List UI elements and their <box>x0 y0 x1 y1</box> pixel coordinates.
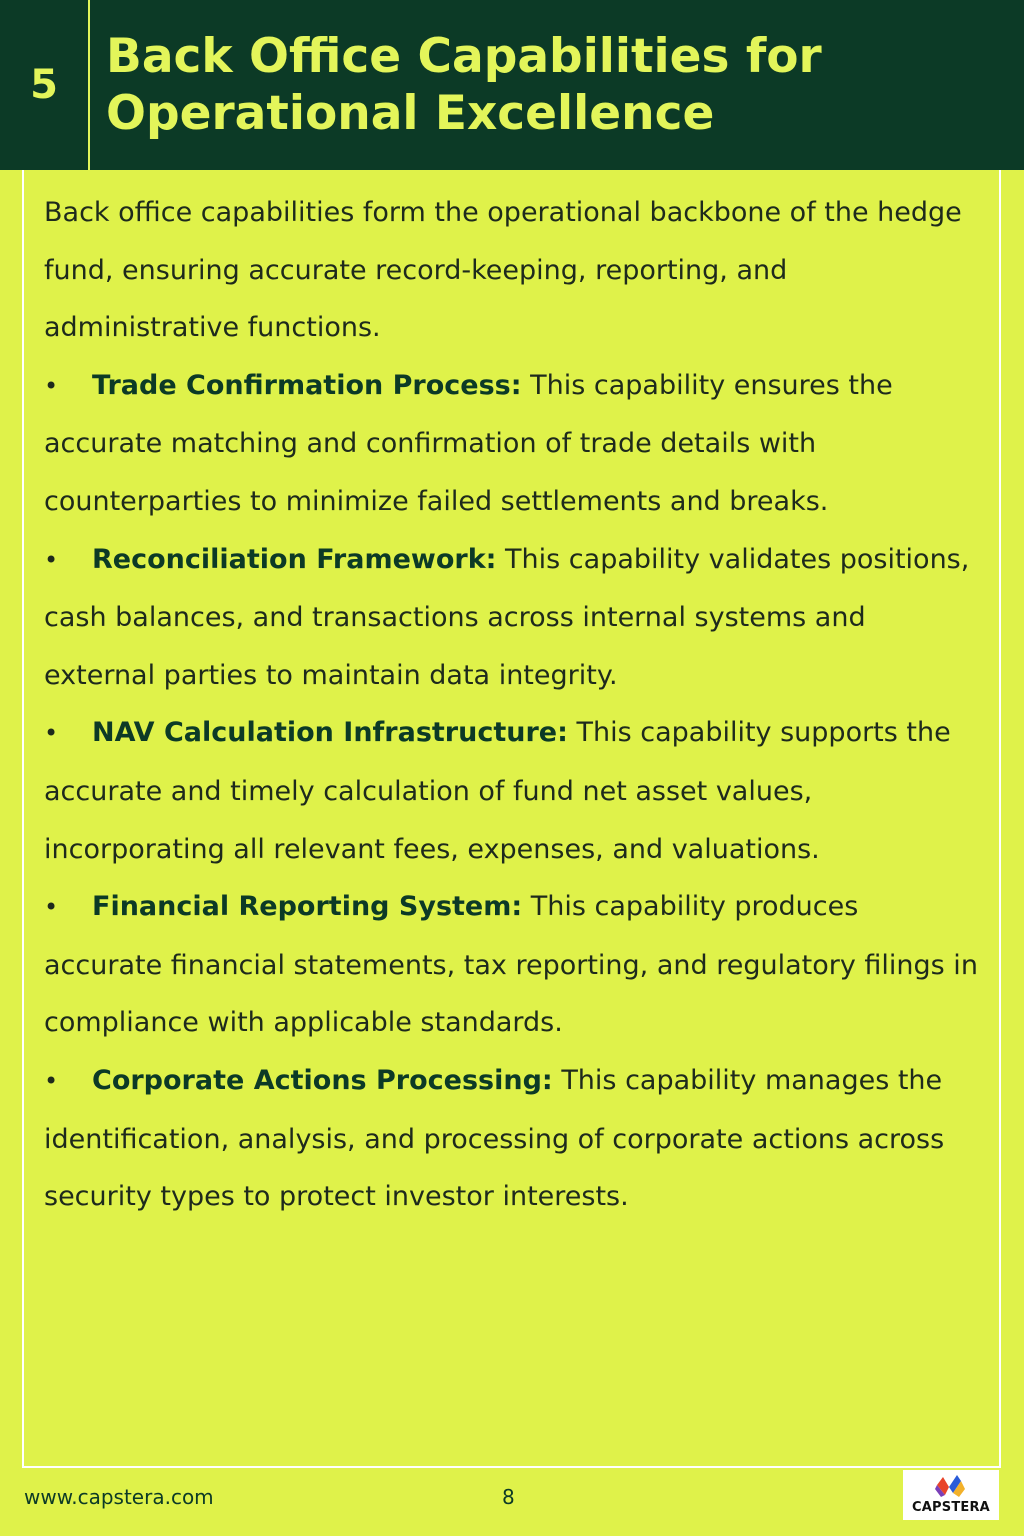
bullet-dot: • <box>44 1066 59 1095</box>
section-number: 5 <box>30 62 58 108</box>
bullet-item-financial-reporting <box>44 878 984 1052</box>
bullet-dot: • <box>44 893 59 922</box>
bullet-dot: • <box>44 719 59 748</box>
bullet-dot: • <box>44 545 59 574</box>
capstera-logo-text: CAPSTERA <box>912 1500 990 1515</box>
bullet-item-trade-confirmation <box>44 357 984 531</box>
page-title: Back Office Capabilities for Operational Excellence <box>106 29 822 141</box>
bullet-text: This capability produces accurate financial statements, tax reporting, and regulatory filings in compliance with applicable standards. <box>44 891 978 1039</box>
bullet-text: This capability ensures the accurate matching and confirmation of trade details with counterparties to minimize failed settlements and breaks. <box>44 369 893 517</box>
bullet-item-reconciliation <box>44 531 984 705</box>
page-number: 8 <box>502 1485 515 1509</box>
bullet-item-corporate-actions <box>44 1052 984 1226</box>
bullet-term: Financial Reporting System: <box>92 891 523 923</box>
page-header <box>0 0 1024 170</box>
capstera-logo <box>903 1470 999 1520</box>
bullet-term: Reconciliation Framework: <box>92 543 497 575</box>
bullet-term: Corporate Actions Processing: <box>92 1064 553 1096</box>
bullet-item-nav-calculation <box>44 704 984 878</box>
bullet-term: Trade Confirmation Process: <box>92 369 522 401</box>
capstera-logo-icon <box>923 1473 979 1499</box>
bullet-text: This capability validates positions, cash balances, and transactions across internal systems and external parties to maintain data integrity. <box>44 543 970 691</box>
intro-paragraph: Back office capabilities form the operational backbone of the hedge fund, ensuring accurate record-keeping, reporting, and administrative functions. <box>44 197 962 344</box>
content-body <box>44 184 984 1226</box>
bullet-text: This capability manages the identification, analysis, and processing of corporate actions across security types to protect investor interests. <box>44 1064 945 1213</box>
bullet-text: This capability supports the accurate and timely calculation of fund net asset values, incorporating all relevant fees, expenses, and valuations. <box>44 717 951 865</box>
bullet-term: NAV Calculation Infrastructure: <box>92 717 568 749</box>
header-divider <box>88 0 90 170</box>
bullet-dot: • <box>44 371 59 400</box>
footer-website-link[interactable]: www.capstera.com <box>24 1485 214 1509</box>
